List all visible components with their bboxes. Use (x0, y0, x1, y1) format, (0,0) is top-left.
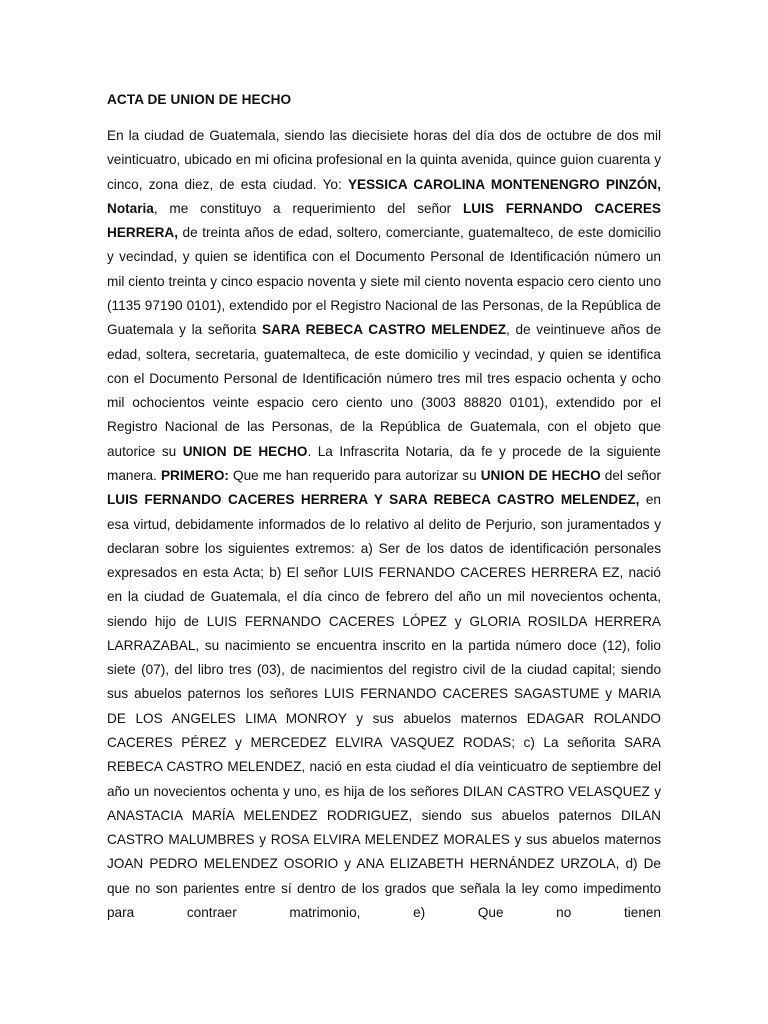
bold-text-run: YESSICA CAROLINA MONTENENGRO PINZÓN, Notaria (107, 176, 662, 216)
bold-text-run: UNION DE HECHO (480, 467, 601, 483)
text-run: en esa virtud, debidamente informados de lo relativo al delito de Perjurio, son juramentados y declaran sobre los siguientes extremos: a) Ser de los datos de identificación personales expresados en esta Acta; b) El señor LUIS FERNANDO CACERES HERRERA EZ, nació en la ciudad de Guatemala, el día cinco de febrero del año un mil novecientos ochenta, siendo hijo de LUIS FERNANDO CACERES LÓPEZ y GLORIA ROSILDA HERRERA LARRAZABAL, su nacimiento se encuentra inscrito en la partida número doce (12), folio siete (07), del libro tres (03), de nacimientos del registro civil de la ciudad capital; siendo sus abuelos paternos los señores LUIS FERNANDO CACERES SAGASTUME y MARIA DE LOS ANGELES LIMA MONROY y sus abuelos maternos EDAGAR ROLANDO CACERES PÉREZ y MERCEDEZ ELVIRA VASQUEZ RODAS; c) La señorita SARA REBECA CASTRO MELENDEZ, nació en esta ciudad el día veinticuatro de septiembre del año un novecientos ochenta y uno, es hija de los señores DILAN CASTRO VELASQUEZ y ANASTACIA MARÍA MELENDEZ RODRIGUEZ, siendo sus abuelos paternos DILAN CASTRO MALUMBRES y ROSA ELVIRA MELENDEZ MORALES y sus abuelos maternos JOAN PEDRO MELENDEZ OSORIO y ANA ELIZABETH HERNÁNDEZ URZOLA, d) De que no son parientes entre sí dentro de los grados que señala la ley como impedimento para contraer matrimonio, e) Que no tienen (107, 492, 661, 920)
bold-text-run: UNION DE HECHO (182, 443, 308, 459)
bold-text-run: LUIS FERNANDO CACERES HERRERA Y SARA REBECA CASTRO MELENDEZ, (107, 492, 640, 508)
text-run: , de veintinueve años de edad, soltera, secretaria, guatemalteca, de este domicilio y vecindad, y quien se identifica con el Documento Personal de Identificación número tres mil tres espacio ochenta y ocho mil ochocientos veinte espacio cero ciento uno (3003 88820 0101), extendido por el Registro Nacional de las Personas, de la República de Guatemala, con el objeto que autorice su (107, 322, 662, 459)
bold-text-run: LUIS FERNANDO CACERES HERRERA, (107, 200, 662, 241)
text-run: , me constituyo a requerimiento del señor (153, 200, 463, 216)
bold-text-run: SARA REBECA CASTRO MELENDEZ (261, 322, 507, 338)
text-run: del señor (600, 467, 661, 483)
text-run: En la ciudad de Guatemala, siendo las diecisiete horas del día dos de octubre de dos mil veinticuatro, ubicado en mi oficina profesional en la quinta avenida, quince guion cuarenta y cinco, zona diez, de esta ciudad. Yo: (107, 128, 661, 192)
bold-text-run: PRIMERO: (160, 467, 229, 483)
text-run: . La Infrascrita Notaria, da fe y procede de la siguiente manera. (107, 443, 661, 483)
text-run: de treinta años de edad, soltero, comerciante, guatemalteco, de este domicilio y vecindad, y quien se identifica con el Documento Personal de Identificación número un mil ciento treinta y cinco espacio noventa y siete mil ciento noventa espacio cero ciento uno (1135 97190 0101), extendido por el Registro Nacional de las Personas, de la República de Guatemala y la señorita (107, 225, 661, 338)
text-run: Que me han requerido para autorizar su (228, 467, 481, 483)
document-title: ACTA DE UNION DE HECHO (107, 92, 292, 107)
document-body-paragraph (107, 124, 661, 925)
